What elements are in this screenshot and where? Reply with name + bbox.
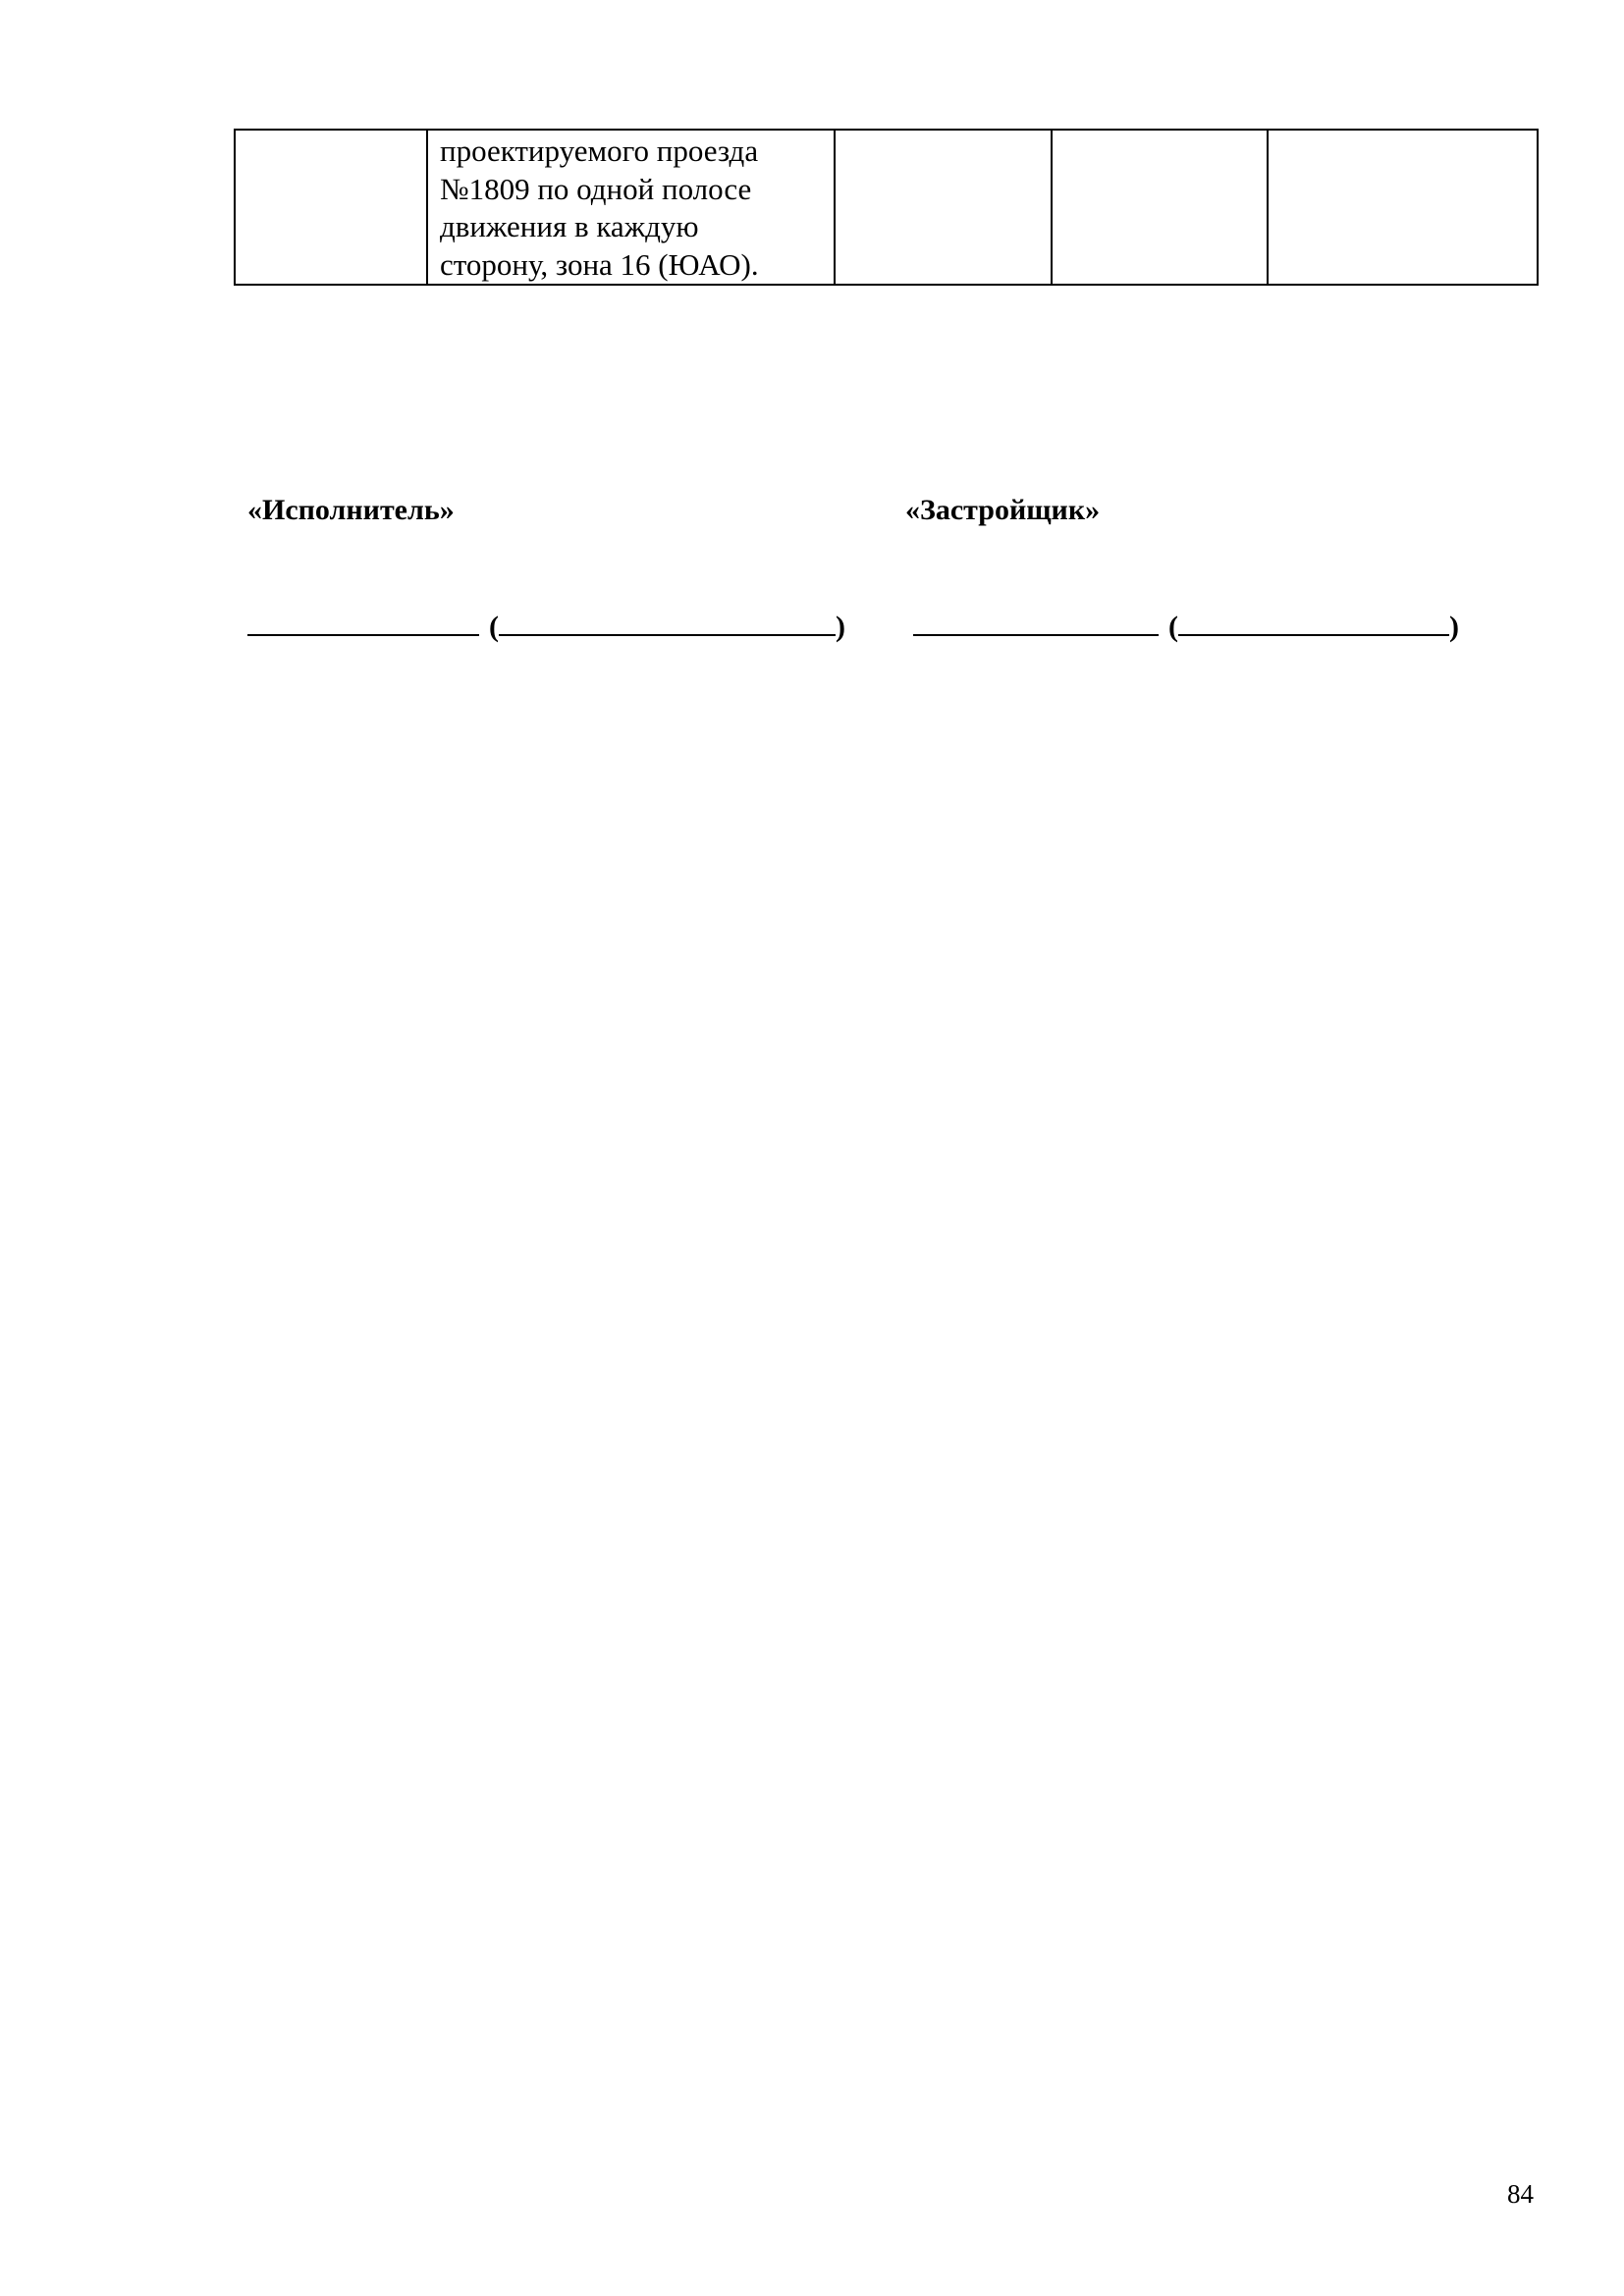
cell-text-line: сторону, зона 16 (ЮАО). [440, 246, 759, 282]
table-cell-empty [1268, 130, 1538, 285]
cell-text-line: движения в каждую [440, 209, 699, 243]
open-paren: ( [489, 611, 499, 643]
cell-text-line: №1809 по одной полосе [440, 171, 752, 206]
contractor-label: «Исполнитель» [247, 494, 455, 526]
page-number: 84 [1507, 2179, 1534, 2209]
close-paren: ) [1449, 611, 1459, 643]
developer-signature-line [913, 603, 1459, 642]
signature-blank [913, 603, 1159, 636]
table-cell-empty [835, 130, 1052, 285]
contractor-signature-line [247, 603, 845, 642]
developer-label: «Застройщик» [905, 494, 1101, 526]
open-paren: ( [1168, 611, 1178, 643]
table-cell-empty [1052, 130, 1268, 285]
close-paren: ) [836, 611, 845, 643]
continued-table [234, 129, 1539, 286]
table-cell-number [235, 130, 427, 285]
name-blank [499, 603, 836, 636]
signature-blank [247, 603, 479, 636]
table-cell-description [427, 130, 835, 285]
table-row [235, 130, 1538, 285]
name-blank [1178, 603, 1449, 636]
cell-text [428, 131, 834, 284]
cell-text-line: проектируемого проезда [440, 133, 759, 168]
